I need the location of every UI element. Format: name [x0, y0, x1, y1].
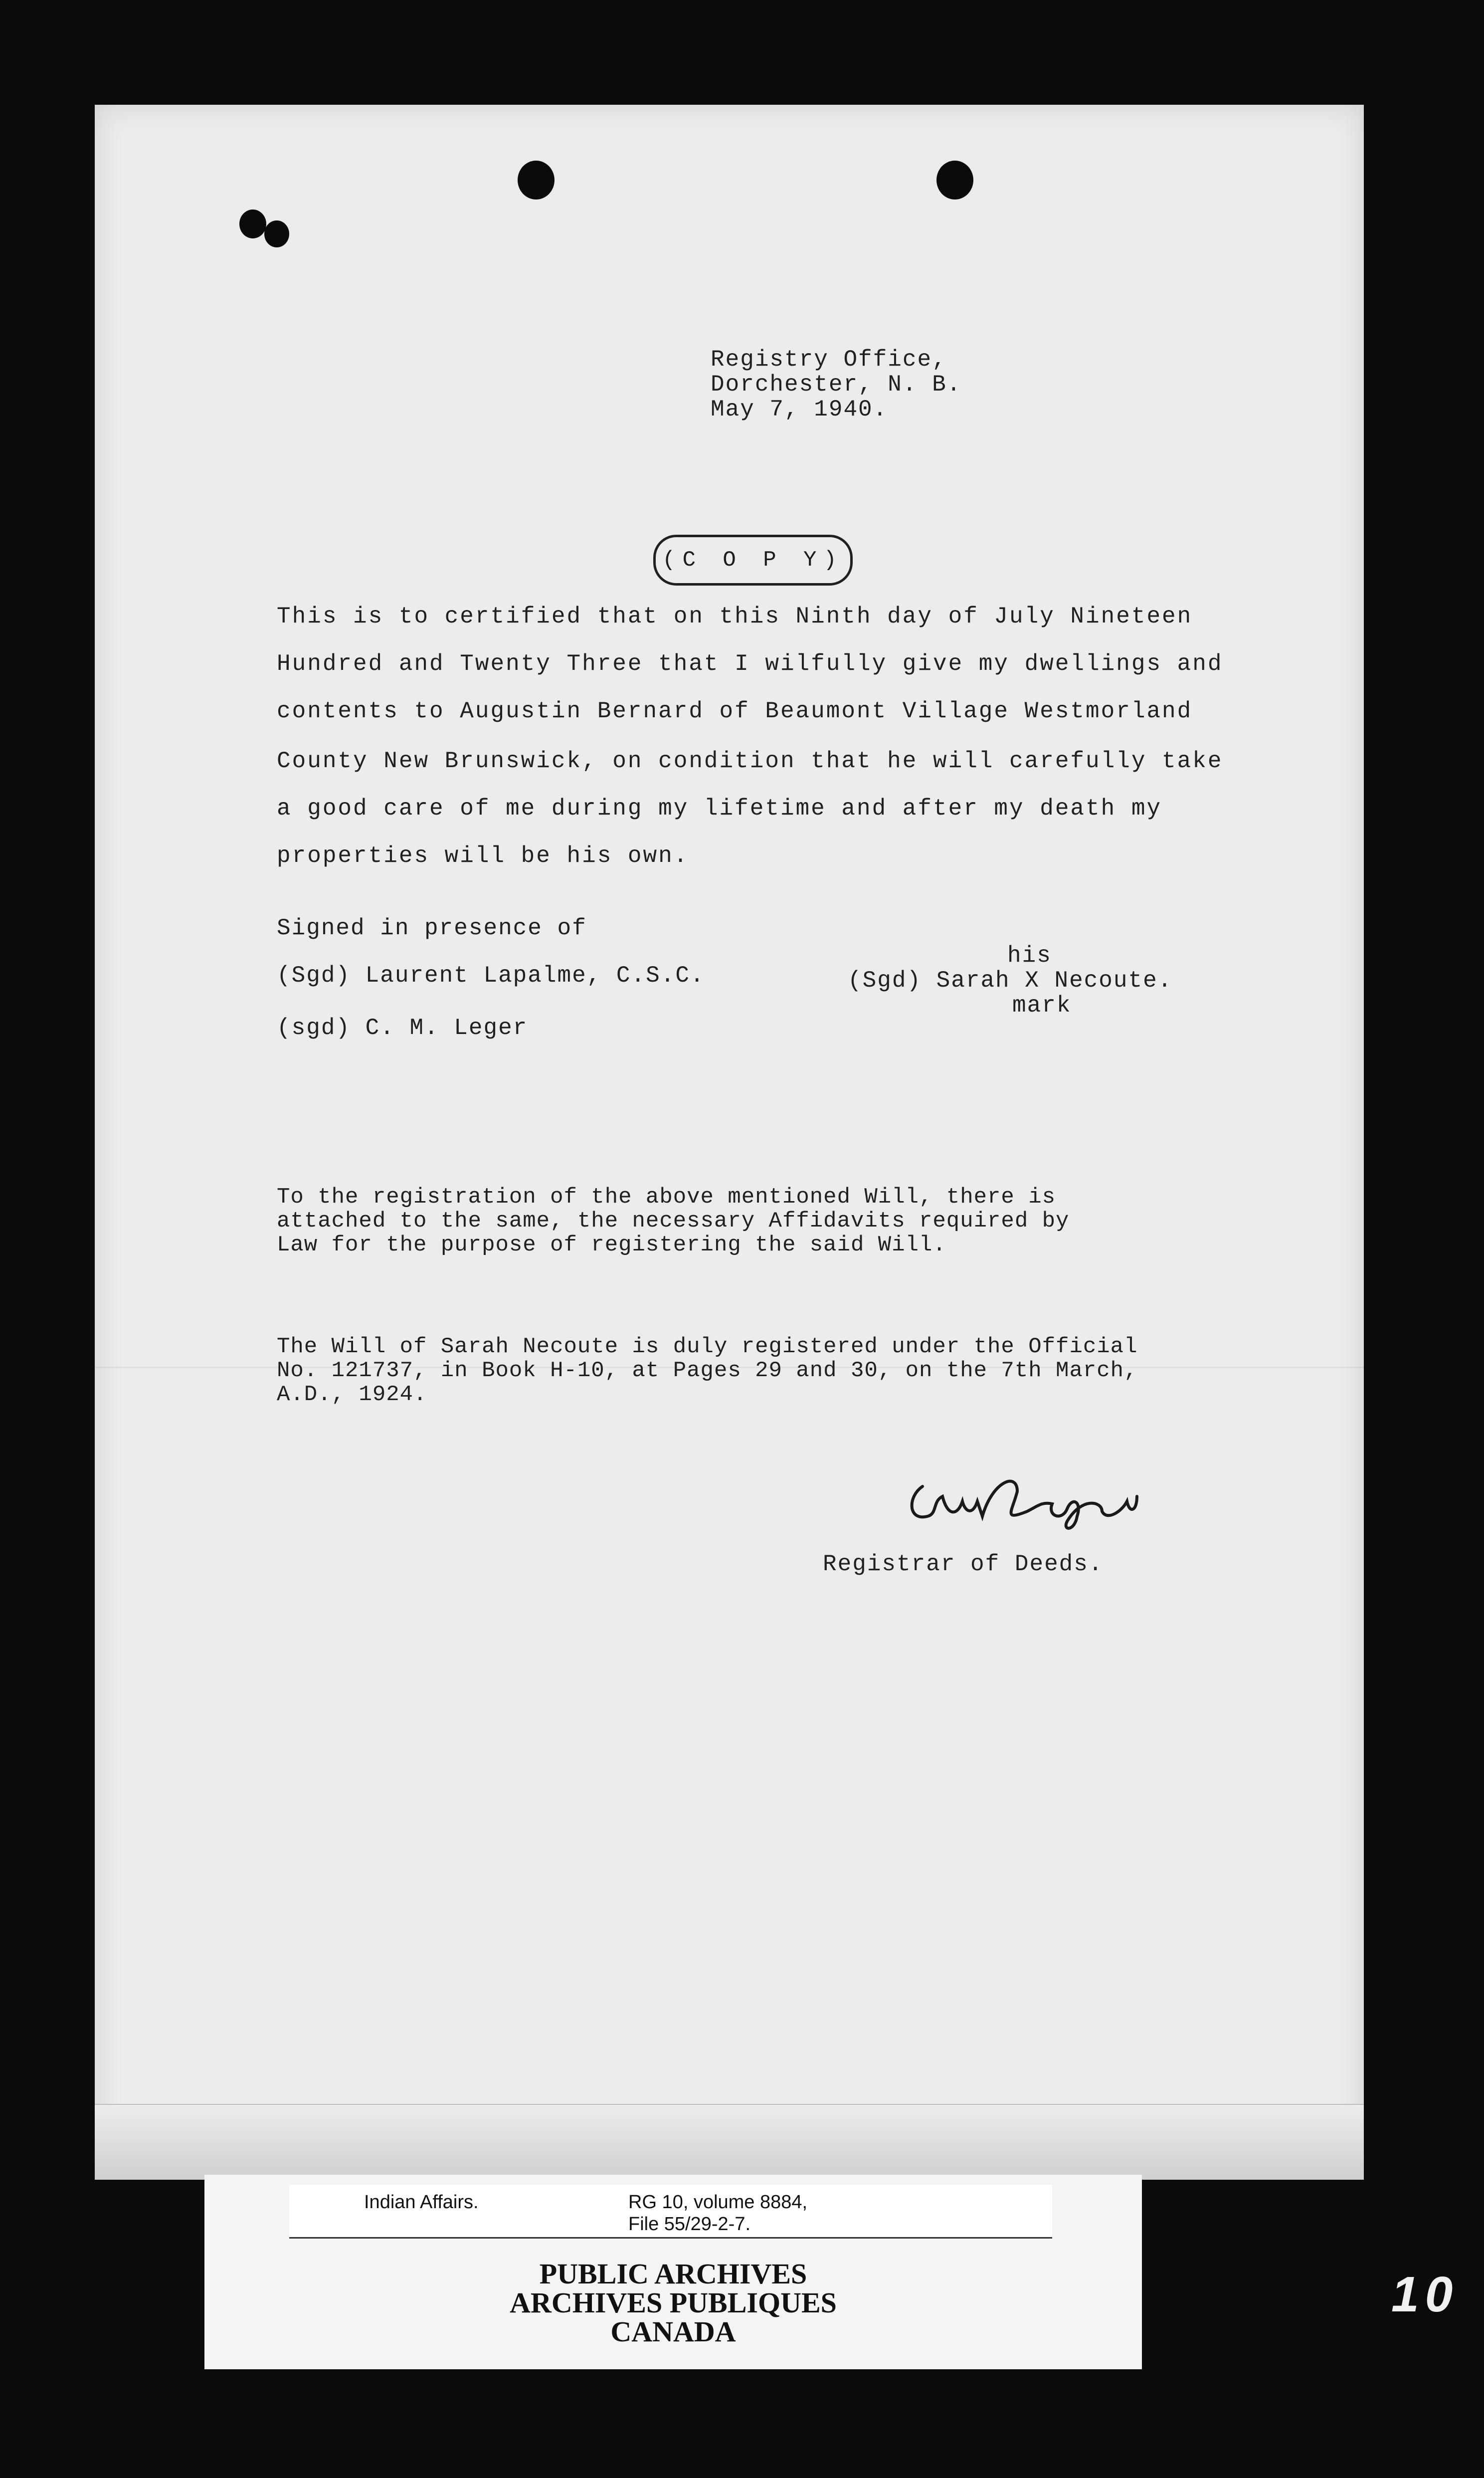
- punch-hole: [239, 209, 266, 238]
- testator-mark: mark: [1012, 993, 1072, 1019]
- body-line: a good care of me during my lifetime and after my death my: [277, 796, 1162, 822]
- registrar-signature: [903, 1466, 1142, 1536]
- body-line: This is to certified that on this Ninth day of July Nineteen: [277, 604, 1193, 629]
- registry-date: May 7, 1940.: [711, 397, 888, 422]
- label-line-3: CANADA: [610, 2315, 736, 2348]
- paper-bottom-edge: [95, 2104, 1364, 2180]
- body-line: County New Brunswick, on condition that he will carefully take: [277, 748, 1223, 774]
- witness-1: (Sgd) Laurent Lapalme, C.S.C.: [277, 963, 705, 989]
- witness-2: (sgd) C. M. Leger: [277, 1015, 528, 1041]
- registry-office: Registry Office,: [711, 347, 947, 373]
- body-line: contents to Augustin Bernard of Beaumont Village Westmorland: [277, 698, 1193, 724]
- official-line: The Will of Sarah Necoute is duly registered under the Official: [277, 1334, 1138, 1359]
- punch-hole: [264, 220, 289, 247]
- copy-stamp: (C O P Y): [653, 535, 853, 586]
- testator-his: his: [1007, 943, 1052, 969]
- registration-line: attached to the same, the necessary Affidavits required by: [277, 1209, 1070, 1234]
- official-line: A.D., 1924.: [277, 1382, 427, 1407]
- punch-hole: [518, 161, 555, 200]
- official-line: No. 121737, in Book H-10, at Pages 29 and 30, on the 7th March,: [277, 1358, 1138, 1383]
- frame-number: 10: [1391, 2270, 1484, 2319]
- label-reference-strip: [289, 2185, 1052, 2239]
- label-line-2: ARCHIVES PUBLIQUES: [510, 2286, 837, 2319]
- body-line: properties will be his own.: [277, 843, 689, 869]
- label-line-1: PUBLIC ARCHIVES: [539, 2258, 807, 2290]
- registration-line: Law for the purpose of registering the said Will.: [277, 1233, 946, 1257]
- label-reference-1: RG 10, volume 8884,: [628, 2192, 808, 2213]
- archive-label: [204, 2175, 1142, 2369]
- punch-hole: [936, 161, 973, 200]
- label-reference-2: File 55/29-2-7.: [628, 2214, 751, 2235]
- document-page: [95, 105, 1364, 2180]
- label-department: Indian Affairs.: [364, 2192, 479, 2213]
- registrar-title: Registrar of Deeds.: [823, 1551, 1104, 1577]
- registry-place: Dorchester, N. B.: [711, 372, 962, 398]
- testator-signature: (Sgd) Sarah X Necoute.: [848, 968, 1173, 994]
- registration-line: To the registration of the above mentioned Will, there is: [277, 1185, 1056, 1210]
- witness-intro: Signed in presence of: [277, 915, 587, 941]
- body-line: Hundred and Twenty Three that I wilfully give my dwellings and: [277, 651, 1223, 677]
